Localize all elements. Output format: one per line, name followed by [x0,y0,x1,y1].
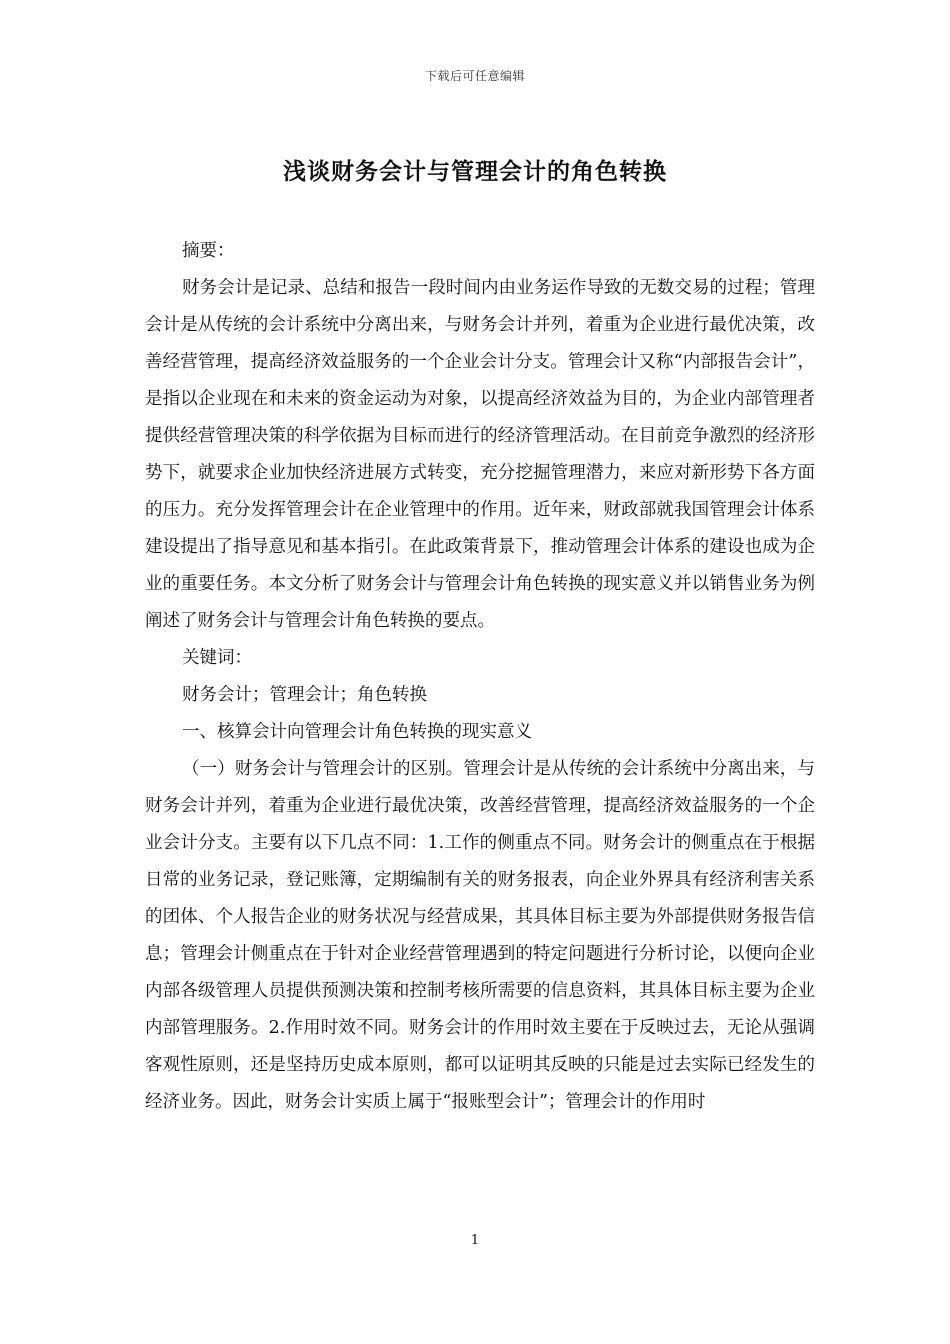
keywords-heading: 关键词： [182,648,252,668]
document-body [145,233,815,1121]
section-heading: 一、核算会计向管理会计角色转换的现实意义 [182,722,532,742]
abstract-paragraph: 财务会计是记录、总结和报告一段时间内由业务运作导致的无数交易的过程；管理会计是从传统的会计系统中分离出来，与财务会计并列，着重为企业进行最优决策，改善经营管理，提高经济效益服务的一个企业会计分支。管理会计又称“内部报告会计”，是指以企业现在和未来的资金运动为对象，以提高经济效益为目的，为企业内部管理者提供经营管理决策的科学依据为目标而进行的经济管理活动。在目前竞争激烈的经济形势下，就要求企业加快经济进展方式转变，充分挖掘管理潜力，来应对新形势下各方面的压力。充分发挥管理会计在企业管理中的作用。近年来，财政部就我国管理会计体系建设提出了指导意见和基本指引。在此政策背景下，推动管理会计体系的建设也成为企业的重要任务。本文分析了财务会计与管理会计角色转换的现实意义并以销售业务为例阐述了财务会计与管理会计角色转换的要点。 [145,278,815,631]
header-note: 下载后可任意编辑 [424,69,525,83]
abstract-heading: 摘要： [182,241,235,261]
keywords-text: 财务会计；管理会计；角色转换 [182,685,427,705]
document-title: 浅谈财务会计与管理会计的角色转换 [283,158,667,185]
page-number: 1 [470,1233,480,1248]
section-paragraph: （一）财务会计与管理会计的区别。管理会计是从传统的会计系统中分离出来，与财务会计并列，着重为企业进行最优决策，改善经营管理，提高经济效益服务的一个企业会计分支。主要有以下几点不同：1.工作的侧重点不同。财务会计的侧重点在于根据日常的业务记录，登记账簿，定期编制有关的财务报表，向企业外界具有经济利害关系的团体、个人报告企业的财务状况与经营成果，其具体目标主要为外部提供财务报告信息；管理会计侧重点在于针对企业经营管理遇到的特定问题进行分析讨论，以便向企业内部各级管理人员提供预测决策和控制考核所需要的信息资料，其具体目标主要为企业内部管理服务。2.作用时效不同。财务会计的作用时效主要在于反映过去，无论从强调客观性原则，还是坚持历史成本原则，都可以证明其反映的只能是过去实际已经发生的经济业务。因此，财务会计实质上属于“报账型会计”；管理会计的作用时 [145,759,815,1112]
